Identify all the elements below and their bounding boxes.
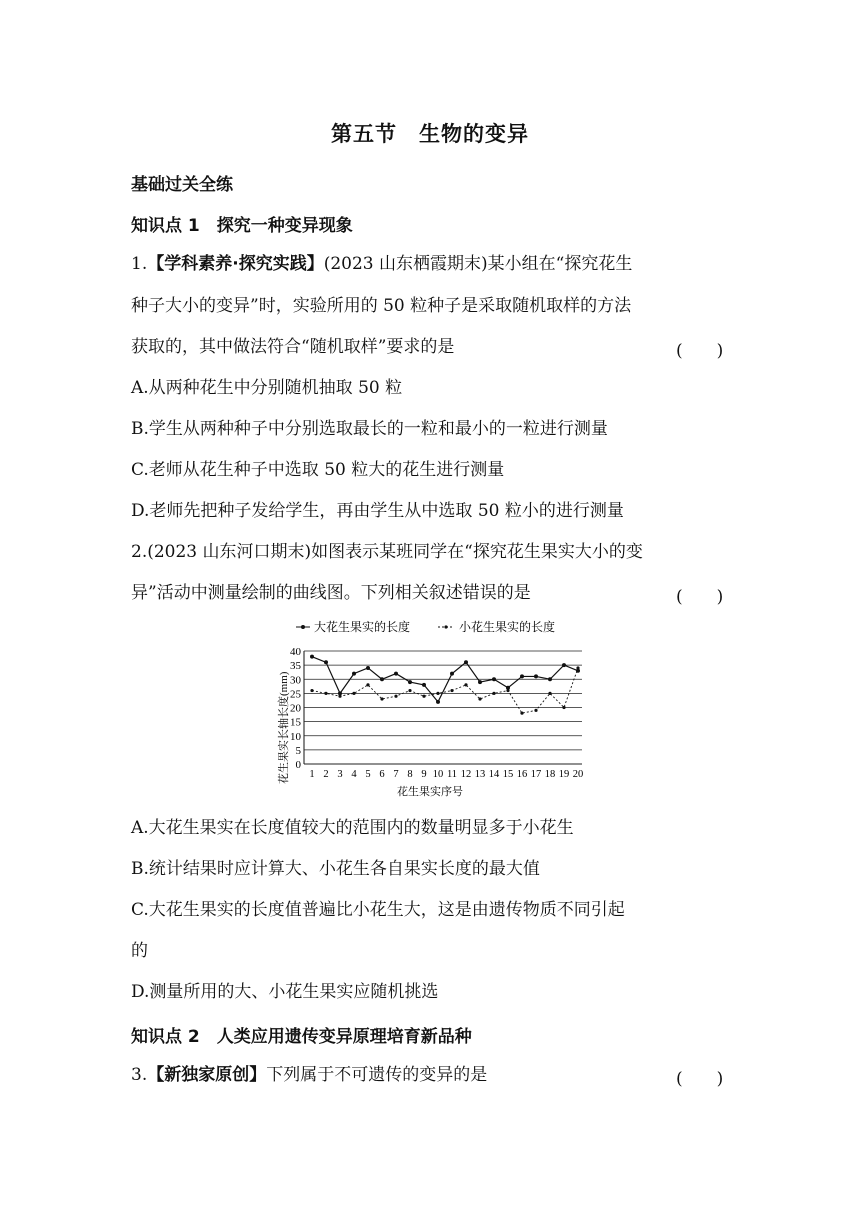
small-point-5 xyxy=(366,683,369,686)
small-point-9 xyxy=(422,695,425,698)
x-tick-label: 3 xyxy=(337,769,343,780)
small-point-3 xyxy=(338,695,341,698)
large-point-10 xyxy=(436,700,440,704)
x-tick-label: 15 xyxy=(502,769,514,780)
question-2-option-a: A.大花生果实在长度值较大的范围内的数量明显多于小花生 xyxy=(131,818,574,838)
question-2-option-b: B.统计结果时应计算大、小花生各自果实长度的最大值 xyxy=(131,859,540,879)
small-point-14 xyxy=(492,692,495,695)
x-tick-label: 18 xyxy=(544,769,556,780)
small-point-18 xyxy=(548,692,551,695)
legend-large-label: 大花生果实的长度 xyxy=(314,620,411,634)
small-point-2 xyxy=(324,692,327,695)
large-point-9 xyxy=(422,683,426,687)
x-tick-label: 4 xyxy=(351,769,357,780)
y-tick-label: 0 xyxy=(295,759,301,771)
question-3-number: 3. xyxy=(131,1065,148,1085)
question-1-option-d: D.老师先把种子发给学生，再由学生从中选取 50 粒小的进行测量 xyxy=(131,501,624,521)
large-point-8 xyxy=(408,680,412,684)
x-tick-label: 14 xyxy=(488,769,500,780)
legend-small-marker xyxy=(444,625,447,628)
large-point-7 xyxy=(394,672,398,676)
x-tick-label: 13 xyxy=(474,769,486,780)
question-1-line-3: 获取的，其中做法符合“随机取样”要求的是 xyxy=(131,337,455,357)
series-small-line xyxy=(312,668,578,713)
y-tick-label: 30 xyxy=(290,674,301,687)
small-point-12 xyxy=(464,683,467,686)
small-point-17 xyxy=(534,709,537,712)
question-2-option-d: D.测量所用的大、小花生果实应随机挑选 xyxy=(131,982,439,1002)
page-title: 第五节 生物的变异 xyxy=(331,122,529,146)
x-tick-label: 6 xyxy=(379,769,385,780)
knowledge-point-1-heading: 知识点 1 探究一种变异现象 xyxy=(131,216,353,236)
chart-legend xyxy=(296,619,555,634)
small-point-7 xyxy=(394,695,397,698)
question-3-answer-blank: ( ) xyxy=(676,1069,724,1089)
practice-heading: 基础过关全练 xyxy=(131,175,233,195)
large-point-1 xyxy=(310,655,314,659)
large-point-11 xyxy=(450,672,454,676)
y-tick-label: 20 xyxy=(290,702,301,715)
question-1-line-2: 种子大小的变异”时，实验所用的 50 粒种子是采取随机取样的方法 xyxy=(131,296,632,316)
y-tick-label: 25 xyxy=(290,688,301,701)
large-point-16 xyxy=(520,674,524,678)
question-2-line-2: 异”活动中测量绘制的曲线图。下列相关叙述错误的是 xyxy=(131,583,531,603)
small-point-10 xyxy=(436,692,439,695)
question-1-text: (2023 山东栖霞期末)某小组在“探究花生 xyxy=(323,254,633,274)
y-tick-label: 40 xyxy=(290,646,301,658)
question-1-option-b: B.学生从两种种子中分别选取最长的一粒和最小的一粒进行测量 xyxy=(131,419,608,439)
large-point-12 xyxy=(464,660,468,664)
large-point-19 xyxy=(562,663,566,667)
x-tick-label: 20 xyxy=(572,769,584,780)
x-tick-label: 5 xyxy=(365,769,371,780)
small-point-6 xyxy=(380,697,383,700)
large-point-5 xyxy=(366,666,370,670)
question-2-option-c: C.大花生果实的长度值普遍比小花生大，这是由遗传物质不同引起 xyxy=(131,900,625,920)
x-tick-label: 7 xyxy=(393,769,399,780)
large-point-18 xyxy=(548,677,552,681)
x-tick-label: 16 xyxy=(516,769,528,780)
x-tick-label: 11 xyxy=(446,769,458,780)
x-tick-label: 9 xyxy=(421,769,427,780)
small-point-16 xyxy=(520,712,523,715)
x-tick-label: 17 xyxy=(530,769,542,780)
large-point-2 xyxy=(324,660,328,664)
large-point-14 xyxy=(492,677,496,681)
x-tick-label: 10 xyxy=(432,769,444,780)
x-tick-label: 2 xyxy=(323,769,329,780)
question-1-number: 1. xyxy=(131,254,148,274)
small-point-11 xyxy=(450,689,453,692)
question-3-tag: 【新独家原创】 xyxy=(147,1065,267,1085)
large-point-4 xyxy=(352,672,356,676)
large-point-17 xyxy=(534,674,538,678)
small-point-1 xyxy=(310,689,313,692)
question-1-tag: 【学科素养·探究实践】 xyxy=(147,254,324,274)
legend-large-marker xyxy=(301,625,305,629)
question-2-answer-blank: ( ) xyxy=(676,587,724,607)
small-point-20 xyxy=(576,666,579,669)
question-2-option-c-continued: 的 xyxy=(131,941,148,961)
x-axis-label: 花生果实序号 xyxy=(397,786,463,798)
x-tick-label: 8 xyxy=(407,769,413,780)
small-point-8 xyxy=(408,689,411,692)
question-2-line-1: 2.(2023 山东河口期末)如图表示某班同学在“探究花生果实大小的变 xyxy=(131,542,643,562)
x-tick-label: 1 xyxy=(309,769,315,780)
question-3-line-1 xyxy=(131,1064,731,1086)
y-tick-label: 15 xyxy=(290,716,301,729)
legend-small-label: 小花生果实的长度 xyxy=(459,620,556,634)
large-point-6 xyxy=(380,677,384,681)
question-1-option-c: C.老师从花生种子中选取 50 粒大的花生进行测量 xyxy=(131,460,505,480)
question-1-option-a: A.从两种花生中分别随机抽取 50 粒 xyxy=(131,378,403,398)
question-3-text: 下列属于不可遗传的变异的是 xyxy=(266,1065,488,1085)
small-point-19 xyxy=(562,706,565,709)
peanut-length-chart xyxy=(270,614,590,804)
small-point-15 xyxy=(506,689,509,692)
y-tick-label: 10 xyxy=(290,730,301,743)
small-point-4 xyxy=(352,692,355,695)
knowledge-point-2-heading: 知识点 2 人类应用遗传变异原理培育新品种 xyxy=(131,1027,472,1047)
small-point-13 xyxy=(478,697,481,700)
y-tick-label: 5 xyxy=(295,744,301,757)
question-1-answer-blank: ( ) xyxy=(676,341,724,361)
y-tick-label: 35 xyxy=(290,660,301,673)
x-tick-label: 12 xyxy=(460,769,472,780)
question-1-line-1 xyxy=(131,253,731,275)
x-tick-label: 19 xyxy=(558,769,570,780)
y-axis-label: 花生果实长轴长度(mm) xyxy=(278,671,290,784)
large-point-13 xyxy=(478,680,482,684)
